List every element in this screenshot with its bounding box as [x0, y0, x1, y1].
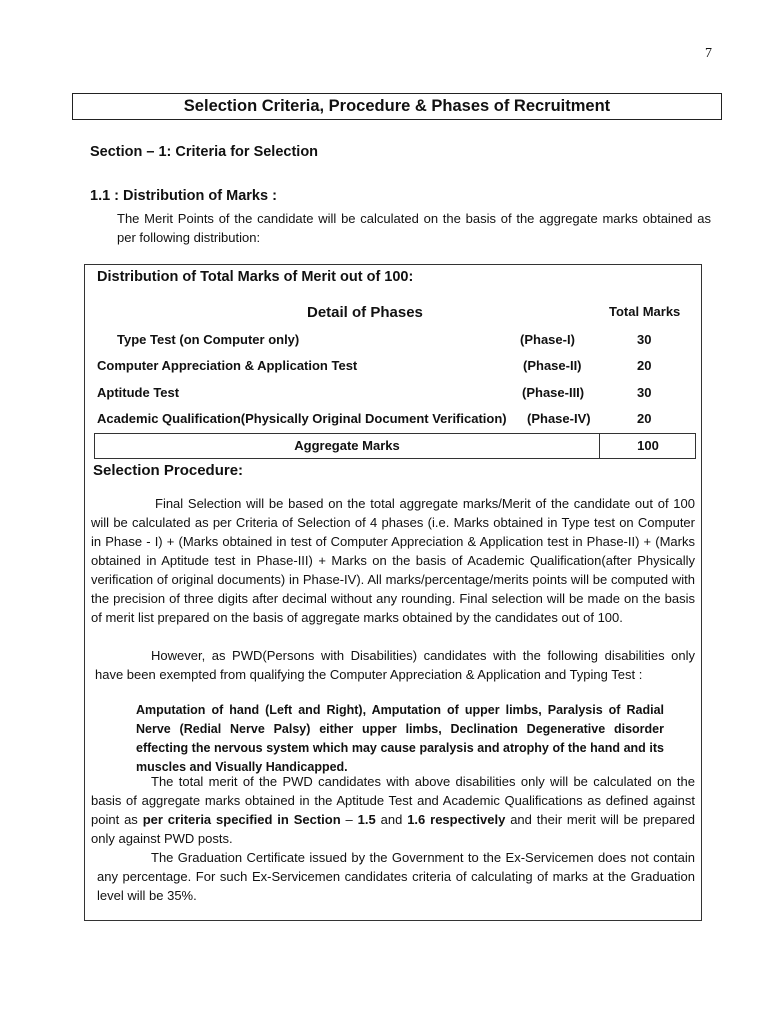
procedure-paragraph-3	[91, 772, 695, 848]
aggregate-label: Aggregate Marks	[294, 438, 400, 453]
selection-procedure-heading: Selection Procedure:	[93, 462, 244, 479]
row-marks: 20	[637, 358, 652, 373]
row-phase: (Phase-II)	[523, 358, 582, 373]
row-name: Computer Appreciation & Application Test	[97, 358, 358, 373]
para3-bold-section: 1.5	[357, 812, 376, 827]
intro-paragraph: The Merit Points of the candidate will be calculated on the basis of the aggregate marks obtained as per following distribution:	[117, 211, 711, 245]
row-phase: (Phase-IV)	[527, 411, 591, 426]
para3-bold-criteria: per criteria specified in Section	[142, 812, 341, 827]
row-marks: 20	[637, 411, 652, 426]
box-title: Distribution of Total Marks of Merit out of 100:	[97, 269, 414, 285]
row-phase: (Phase-I)	[520, 332, 575, 347]
row-name: Academic Qualification(Physically Original Document Verification)	[97, 411, 507, 426]
column-header-total: Total Marks	[609, 304, 681, 319]
column-header-phases: Detail of Phases	[307, 304, 423, 321]
row-name: Type Test (on Computer only)	[117, 332, 300, 347]
marks-distribution-box	[84, 264, 702, 921]
para3-end: and their merit will be prepared only against PWD posts.	[91, 812, 695, 846]
para3-text: The total merit of the PWD candidates with above disabilities only will be calculated on the basis of aggregate marks obtained in the Aptitude Test and Academic Qualifications as defined against point as	[91, 774, 695, 827]
row-marks: 30	[637, 385, 652, 400]
disabilities-list: Amputation of hand (Left and Right), Amputation of upper limbs, Paralysis of Radial Nerve (Redial Nerve Palsy) either upper limbs, Declination Degenerative disorder effecting the nervous system which may cause paralysis and atrophy of the hand and its muscles and Visually Handicapped.	[136, 703, 664, 774]
procedure-paragraph-2: However, as PWD(Persons with Disabilities) candidates with the following disabilities only have been exempted from qualifying the Computer Appreciation & Application and Typing Test :	[95, 648, 695, 682]
page-title: Selection Criteria, Procedure & Phases of Recruitment	[72, 93, 722, 120]
row-name: Aptitude Test	[97, 385, 180, 400]
aggregate-value: 100	[637, 438, 659, 453]
subsection-heading: 1.1 : Distribution of Marks :	[90, 188, 277, 204]
procedure-paragraph-1: Final Selection will be based on the total aggregate marks/Merit of the candidate out of 100 will be calculated as per Criteria of Selection of 4 phases (i.e. Marks obtained in Type test on Computer in Phase - I) + (Marks obtained in test of Computer Appreciation & Application test in Phase-II) + (Marks obtained in Aptitude test in Phase-III) + Marks on the basis of Academic Qualification(after Physically verification of original documents) in Phase-IV). All marks/percentage/merits points will be computed with the precision of three digits after decimal without any rounding. Final selection will be made on the basis of merit list prepared on the basis of aggregate marks obtained by the candidates out of 100.	[91, 496, 695, 625]
para3-dash: –	[340, 812, 358, 827]
para3-bold-respectively: 1.6 respectively	[407, 812, 506, 827]
aggregate-row	[94, 433, 696, 459]
procedure-paragraph-4: The Graduation Certificate issued by the Government to the Ex-Servicemen does not contain any percentage. For such Ex-Servicemen candidates criteria of calculating of marks at the Graduation level will be 35%.	[97, 850, 695, 903]
row-marks: 30	[637, 332, 652, 347]
row-phase: (Phase-III)	[522, 385, 585, 400]
section-heading: Section – 1: Criteria for Selection	[90, 144, 319, 160]
page-number: 7	[705, 46, 712, 61]
para3-and: and	[375, 812, 408, 827]
